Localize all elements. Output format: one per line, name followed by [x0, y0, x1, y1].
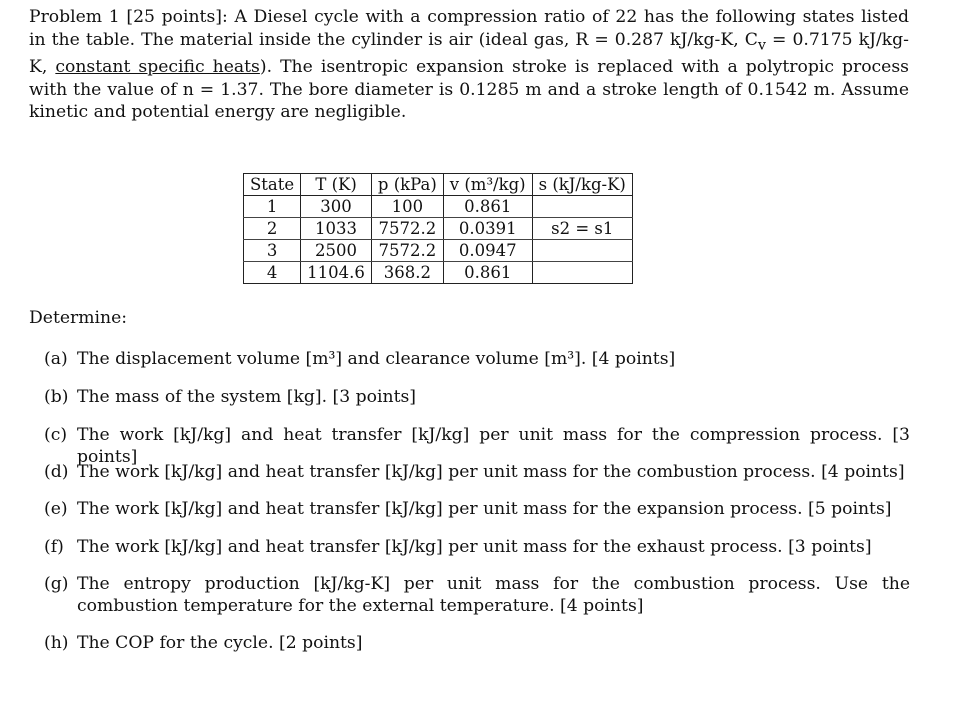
question-label: (g) — [44, 574, 69, 594]
table-cell: s2 = s1 — [532, 218, 632, 240]
table-cell — [532, 262, 632, 284]
table-cell: 1033 — [301, 218, 372, 240]
table-cell: 1104.6 — [301, 262, 372, 284]
state-table — [243, 173, 633, 284]
table-cell: 7572.2 — [371, 240, 443, 262]
question-text: The COP for the cycle. [2 points] — [77, 633, 363, 653]
table-row — [244, 196, 633, 218]
header-pressure: p (kPa) — [371, 174, 443, 196]
problem-title: Problem 1 [25 points]: — [29, 7, 228, 27]
table-row — [244, 240, 633, 262]
table-cell — [532, 240, 632, 262]
question-text: The displacement volume [m³] and clearance volume [m³]. [4 points] — [77, 349, 676, 369]
table-cell: 3 — [244, 240, 301, 262]
question-label: (h) — [44, 633, 69, 653]
table-cell — [532, 196, 632, 218]
header-state: State — [244, 174, 301, 196]
question-text: The work [kJ/kg] and heat transfer [kJ/kg] per unit mass for the exhaust process. [3 points] — [77, 537, 872, 557]
question-label: (b) — [44, 387, 69, 407]
table-cell: 7572.2 — [371, 218, 443, 240]
table-cell: 100 — [371, 196, 443, 218]
cv-subscript: v — [757, 36, 766, 53]
question-label: (d) — [44, 462, 69, 482]
intro-text-1: A Diesel cycle with a compression ratio of 22 has the following states listed in the table. The material inside the cylinder is air (ideal gas, R = 0.287 kJ/kg-K, C — [29, 7, 910, 50]
table-row — [244, 218, 633, 240]
table-cell: 2500 — [301, 240, 372, 262]
table-cell: 0.861 — [443, 196, 532, 218]
question-b — [44, 386, 910, 408]
question-a — [44, 348, 910, 370]
intro-text-3: ). The isentropic expansion stroke is replaced with a polytropic process with the value of n = 1.37. The bore diameter is 0.1285 m and a stroke length of 0.1542 m. Assume kinetic and potential energy are negligible. — [29, 57, 909, 123]
table-cell: 2 — [244, 218, 301, 240]
question-label: (c) — [44, 425, 68, 445]
question-label: (e) — [44, 499, 68, 519]
header-entropy: s (kJ/kg-K) — [532, 174, 632, 196]
question-label: (f) — [44, 537, 64, 557]
table-row — [244, 262, 633, 284]
determine-heading: Determine: — [29, 308, 128, 328]
question-e — [44, 498, 910, 520]
header-temperature: T (K) — [301, 174, 372, 196]
table-cell: 0.0391 — [443, 218, 532, 240]
table-cell: 4 — [244, 262, 301, 284]
question-text: The entropy production [kJ/kg-K] per unit mass for the combustion process. Use the combustion temperature for the external temperature. [4 points] — [77, 574, 910, 616]
header-specific-volume: v (m³/kg) — [443, 174, 532, 196]
table-cell: 368.2 — [371, 262, 443, 284]
table-header-row — [244, 174, 633, 196]
intro-text-2: = 0.7175 kJ/kg-K, — [29, 29, 909, 78]
question-text: The work [kJ/kg] and heat transfer [kJ/kg] per unit mass for the combustion process. [4 points] — [77, 462, 905, 482]
problem-statement — [29, 6, 909, 124]
question-text: The work [kJ/kg] and heat transfer [kJ/kg] per unit mass for the compression process. [3 points] — [77, 425, 910, 467]
question-d — [44, 461, 910, 483]
question-label: (a) — [44, 349, 68, 369]
question-text: The mass of the system [kg]. [3 points] — [77, 387, 416, 407]
table-cell: 0.861 — [443, 262, 532, 284]
question-f — [44, 536, 910, 558]
question-text: The work [kJ/kg] and heat transfer [kJ/kg] per unit mass for the expansion process. [5 points] — [77, 499, 892, 519]
underlined-phrase: constant specific heats — [55, 57, 260, 78]
table-cell: 300 — [301, 196, 372, 218]
table-cell: 1 — [244, 196, 301, 218]
question-h — [44, 632, 910, 654]
table-cell: 0.0947 — [443, 240, 532, 262]
question-g — [44, 573, 910, 617]
